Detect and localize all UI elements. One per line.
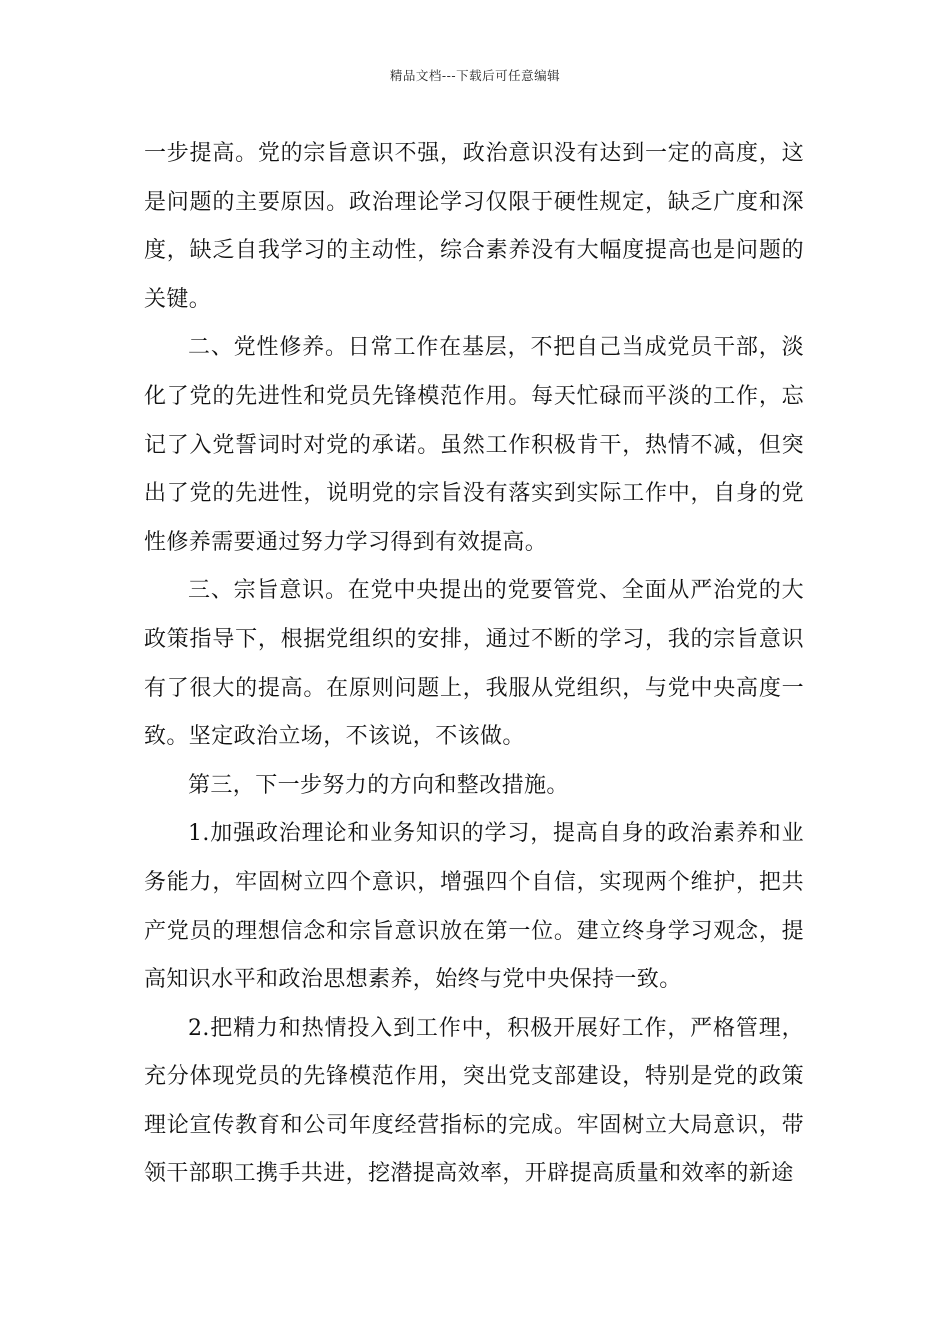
paragraph: 1.加强政治理论和业务知识的学习，提高自身的政治素养和业务能力，牢固树立四个意识，增强四个自信，实现两个维护，把共产党员的理想信念和宗旨意识放在第一位。建立终身学习观念，提高知识水平和政治思想素养，始终与党中央保持一致。 — [144, 821, 804, 993]
paragraph: 第三，下一步努力的方向和整改措施。 — [188, 772, 569, 798]
page-header: 精品文档---下载后可任意编辑 — [389, 68, 561, 83]
paragraph: 三、宗旨意识。在党中央提出的党要管党、全面从严治党的大政策指导下，根据党组织的安排，通过不断的学习，我的宗旨意识有了很大的提高。在原则问题上，我服从党组织，与党中央高度一致。坚定政治立场，不该说，不该做。 — [144, 578, 804, 750]
paragraph: 一步提高。党的宗旨意识不强，政治意识没有达到一定的高度，这是问题的主要原因。政治理论学习仅限于硬性规定，缺乏广度和深度，缺乏自我学习的主动性，综合素养没有大幅度提高也是问题的关键。 — [144, 141, 804, 312]
paragraph: 2.把精力和热情投入到工作中，积极开展好工作，严格管理，充分体现党员的先锋模范作用，突出党支部建设，特别是党的政策理论宣传教育和公司年度经营指标的完成。牢固树立大局意识，带领干部职工携手共进，挖潜提高效率，开辟提高质量和效率的新途 — [144, 1015, 804, 1187]
document-body — [144, 130, 804, 1199]
paragraph: 二、党性修养。日常工作在基层，不把自己当成党员干部，淡化了党的先进性和党员先锋模范作用。每天忙碌而平淡的工作，忘记了入党誓词时对党的承诺。虽然工作积极肯干，热情不减，但突出了党的先进性，说明党的宗旨没有落实到实际工作中，自身的党性修养需要通过努力学习得到有效提高。 — [144, 335, 804, 555]
